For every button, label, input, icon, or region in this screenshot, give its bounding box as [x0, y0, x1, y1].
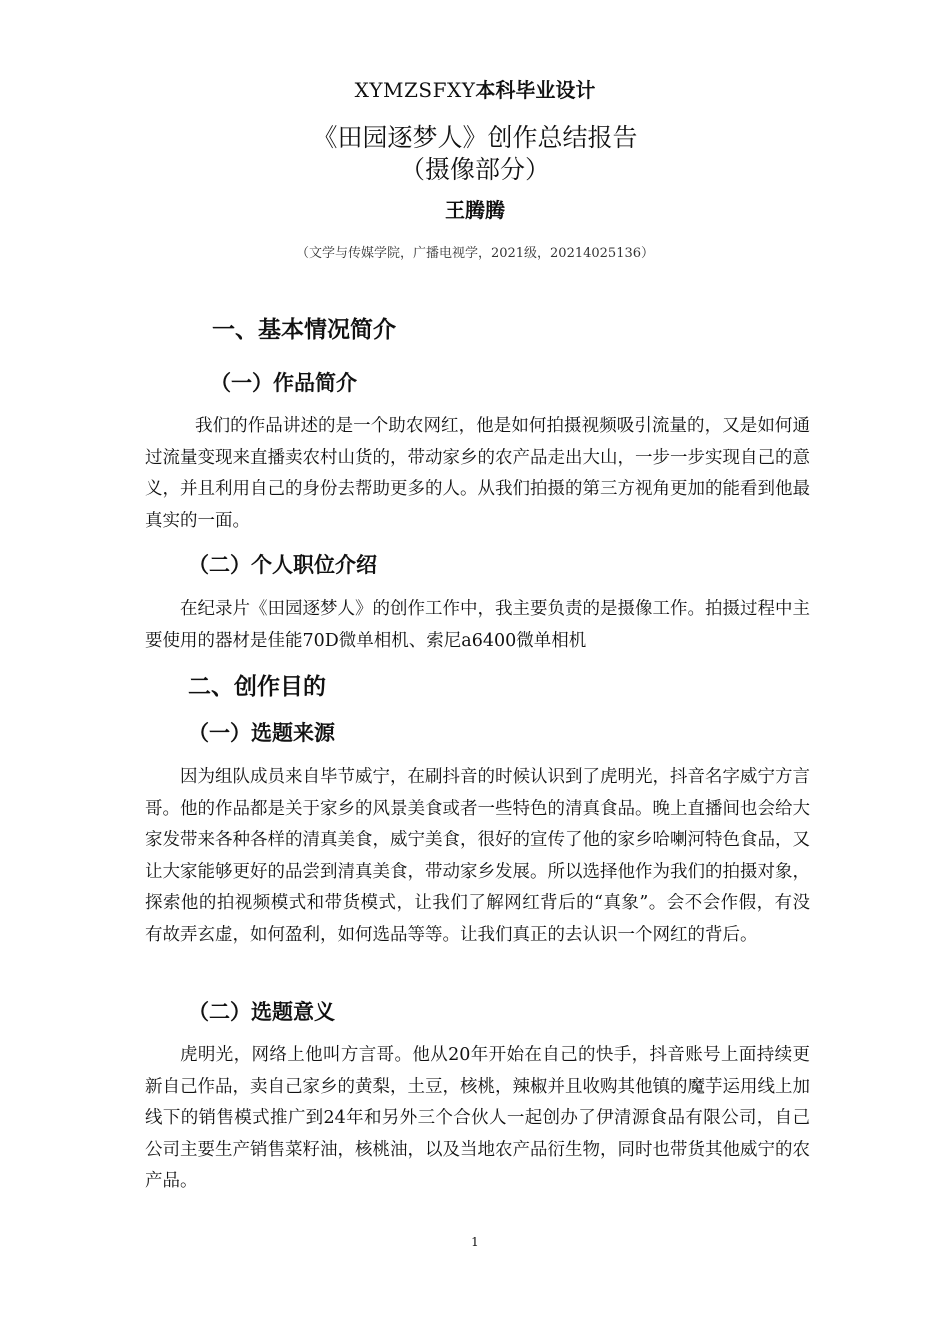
paragraph-personal-role: 在纪录片《田园逐梦人》的创作工作中，我主要负责的是摄像工作。拍摄过程中主要使用的器材是佳能70D微单相机、索尼a6400微单相机 [145, 599, 810, 651]
subsection-heading-topic-significance: （二）选题意义 [188, 1000, 335, 1024]
subsection-heading-topic-source: （一）选题来源 [188, 721, 335, 745]
paragraph-topic-significance: 虎明光，网络上他叫方言哥。他从20年开始在自己的快手，抖音账号上面持续更新自己作品，卖自己家乡的黄梨，土豆，核桃，辣椒并且收购其他镇的魔芋运用线上加线下的销售模式推广到24年和另外三个合伙人一起创办了伊清源食品有限公司，自己公司主要生产销售菜籽油，核桃油，以及当地农产品衍生物，同时也带货其他威宁的农产品。 [145, 1045, 810, 1191]
section-heading-basic-info: 一、基本情况简介 [212, 317, 396, 343]
subsection-heading-personal-role: （二）个人职位介绍 [188, 553, 377, 577]
author-affiliation: （文学与传媒学院，广播电视学，2021级，20214025136） [295, 246, 655, 261]
header-cjk: 本科毕业设计 [475, 78, 596, 102]
document-header [0, 74, 950, 103]
page-number: 1 [471, 1235, 479, 1249]
report-title: 《田园逐梦人》创作总结报告 [312, 123, 638, 152]
paragraph-topic-source: 因为组队成员来自毕节威宁，在刷抖音的时候认识到了虎明光，抖音名字威宁方言哥。他的作品都是关于家乡的风景美食或者一些特色的清真食品。晚上直播间也会给大家发带来各种各样的清真美食，威宁美食，很好的宣传了他的家乡哈喇河特色食品，又让大家能够更好的品尝到清真美食，带动家乡发展。所以选择他作为我们的拍摄对象，探索他的拍视频模式和带货模式，让我们了解网红背后的“真象”。会不会作假，有没有故弄玄虚，如何盈利，如何选品等等。让我们真正的去认识一个网红的背后。 [145, 767, 810, 945]
subsection-heading-work-intro: （一）作品简介 [210, 371, 357, 395]
report-subtitle: （摄像部分） [399, 155, 550, 184]
header-latin: XYMZSFXY [354, 78, 476, 102]
section-heading-creation-purpose: 二、创作目的 [188, 674, 326, 700]
author-name: 王腾腾 [445, 198, 505, 222]
paragraph-work-intro: 我们的作品讲述的是一个助农网红，他是如何拍摄视频吸引流量的，又是如何通过流量变现来直播卖农村山货的，带动家乡的农产品走出大山，一步一步实现自己的意义，并且利用自己的身份去帮助更多的人。从我们拍摄的第三方视角更加的能看到他最真实的一面。 [145, 416, 810, 531]
